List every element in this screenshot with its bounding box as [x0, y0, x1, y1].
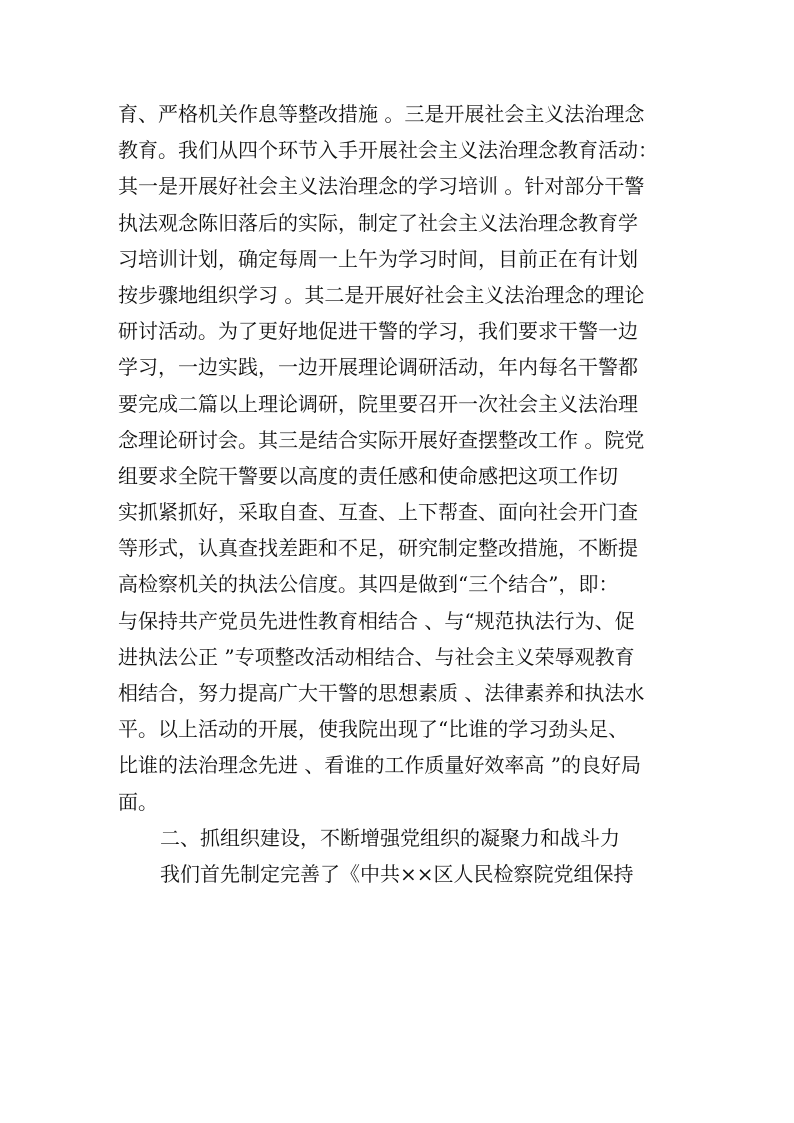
text-line: 学习，一边实践，一边开展理论调研活动，年内每名干警都	[118, 355, 638, 380]
text-line: 念理论研讨会。其三是结合实际开展好查摆整改工作 。院党	[118, 427, 645, 452]
text-line: 育、严格机关作息等整改措施 。三是开展社会主义法治理念	[118, 102, 645, 126]
text-line: 习培训计划，确定每周一上午为学习时间，目前正在有计划	[118, 246, 638, 271]
text-line: 二、抓组织建设，不断增强党组织的凝聚力和战斗力	[160, 825, 620, 850]
text-line: 我们首先制定完善了《中共××区人民检察院党组保持	[160, 861, 634, 886]
text-line: 等形式，认真查找差距和不足，研究制定整改措施，不断提	[118, 536, 638, 561]
text-line: 执法观念陈旧落后的实际，制定了社会主义法治理念教育学	[118, 210, 638, 235]
text-line: 高检察机关的执法公信度。其四是做到“三个结合”，即：	[118, 572, 619, 597]
text-line: 实抓紧抓好，采取自查、互查、上下帮查、面向社会开门查	[118, 500, 638, 525]
text-line: 其一是开展好社会主义法治理念的学习培训 。针对部分干警	[118, 174, 645, 199]
text-line: 面。	[118, 789, 158, 814]
document-body	[118, 96, 678, 892]
text-line: 要完成二篇以上理论调研，院里要召开一次社会主义法治理	[118, 391, 638, 416]
text-line: 平。以上活动的开展，使我院出现了“比谁的学习劲头足、	[118, 717, 629, 742]
text-line: 相结合，努力提高广大干警的思想素质 、法律素养和执法水	[118, 681, 645, 705]
text-line: 研讨活动。为了更好地促进干警的学习，我们要求干警一边	[118, 319, 638, 344]
text-line: 组要求全院干警要以高度的责任感和使命感把这项工作切	[118, 463, 618, 488]
text-line: 教育。我们从四个环节入手开展社会主义法治理念教育活动：	[118, 138, 658, 163]
text-line: 比谁的法治理念先进 、看谁的工作质量好效率高 ”的良好局	[118, 753, 641, 778]
text-line: 与保持共产党员先进性教育相结合 、与“规范执法行为、促	[118, 608, 635, 633]
text-line: 进执法公正 ”专项整改活动相结合、与社会主义荣辱观教育	[118, 644, 635, 669]
text-line: 按步骤地组织学习 。其二是开展好社会主义法治理念的理论	[118, 282, 645, 307]
